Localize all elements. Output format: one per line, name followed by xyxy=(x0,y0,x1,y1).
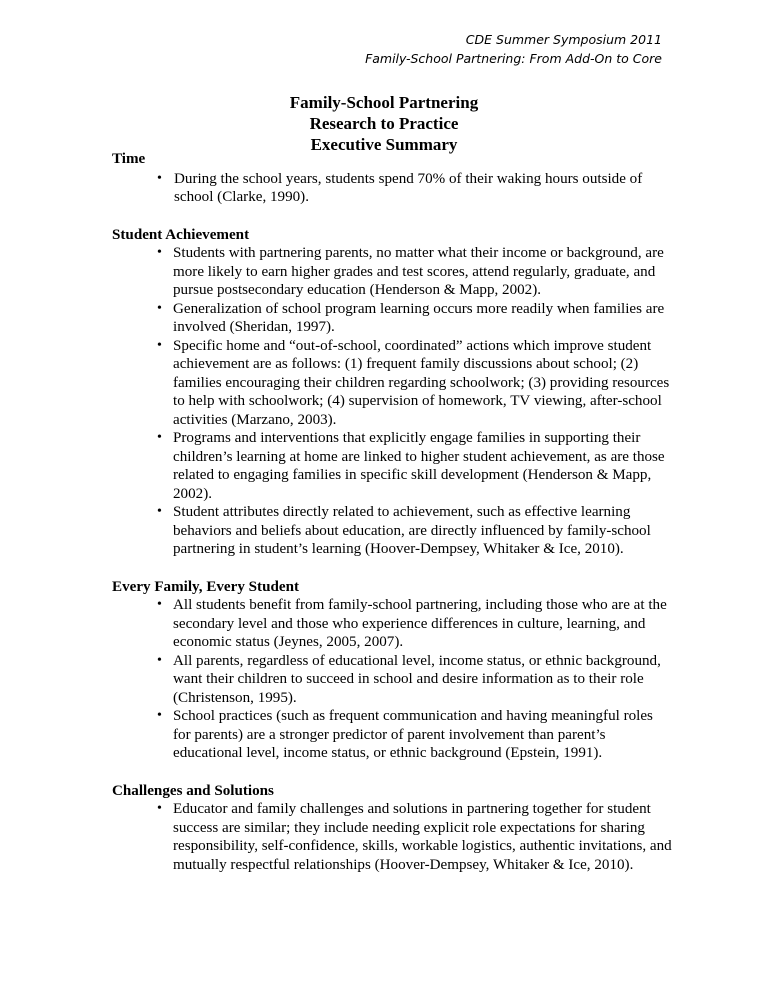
bullet-icon: • xyxy=(157,245,162,260)
bullet-icon: • xyxy=(157,597,162,612)
section-challenges-solutions xyxy=(112,782,672,875)
list-item xyxy=(112,429,672,503)
bullet-text: All students benefit from family-school partnering, including those who are at the secondary level and those who experience differences in culture, learning, and economic status (Jeynes, 2005, 2007). xyxy=(173,597,667,650)
list-item xyxy=(112,800,672,874)
section-every-family xyxy=(112,578,672,763)
title-line-1: Family-School Partnering xyxy=(289,93,479,112)
document-title xyxy=(0,92,768,155)
section-time xyxy=(112,150,672,207)
bullet-list xyxy=(112,800,672,874)
title-line-3: Executive Summary xyxy=(310,135,458,154)
list-item xyxy=(112,300,672,337)
section-student-achievement xyxy=(112,226,672,559)
section-heading: Every Family, Every Student xyxy=(112,578,299,595)
bullet-text: During the school years, students spend 70% of their waking hours outside of school (Clarke, 1990). xyxy=(174,170,643,205)
section-heading: Time xyxy=(112,151,146,167)
document-body xyxy=(112,150,672,893)
bullet-icon: • xyxy=(157,652,162,668)
list-item xyxy=(112,503,672,559)
bullet-icon: • xyxy=(157,504,162,519)
list-item xyxy=(112,244,672,300)
bullet-list xyxy=(112,596,672,763)
bullet-icon: • xyxy=(157,300,162,316)
running-header xyxy=(365,30,662,68)
header-line-2: Family-School Partnering: From Add-On to Core xyxy=(365,51,662,66)
bullet-text: Generalization of school program learning occurs more readily when families are involved (Sheridan, 1997). xyxy=(173,300,665,335)
bullet-icon: • xyxy=(157,337,162,353)
bullet-icon: • xyxy=(157,430,162,445)
list-item xyxy=(112,337,672,430)
bullet-icon: • xyxy=(157,801,162,816)
bullet-list xyxy=(112,244,672,559)
bullet-text: Students with partnering parents, no matter what their income or background, are more likely to earn higher grades and test scores, attend regularly, graduate, and pursue postsecondary education (Henderson & Mapp, 2002). xyxy=(173,245,664,298)
bullet-text: Student attributes directly related to achievement, such as effective learning behaviors and beliefs about education, are directly influenced by family-school partnering in student’s learning (Hoover-Dempsey, Whitaker & Ice, 2010). xyxy=(173,504,651,557)
list-item xyxy=(112,596,672,652)
title-line-2: Research to Practice xyxy=(309,114,459,133)
bullet-text: School practices (such as frequent communication and having meaningful roles for parents) are a stronger predictor of parent involvement than parent’s educational level, income status, or ethnic background (Epstein, 1991). xyxy=(173,708,653,761)
bullet-text: Programs and interventions that explicitly engage families in supporting their children’s learning at home are linked to higher student achievement, as are those related to engaging families in specific skill development (Henderson & Mapp, 2002). xyxy=(173,430,665,502)
bullet-text: Educator and family challenges and solutions in partnering together for student success are similar; they include needing explicit role expectations for sharing responsibility, self-confidence, skills, workable logistics, authentic invitations, and mutually respectful relationships (Hoover-Dempsey, Whitaker & Ice, 2010). xyxy=(173,801,672,873)
list-item xyxy=(112,652,672,708)
bullet-icon: • xyxy=(157,170,162,186)
list-item xyxy=(112,170,672,207)
bullet-text: All parents, regardless of educational level, income status, or ethnic background, want their children to succeed in school and desire information as to their role (Christenson, 1995). xyxy=(173,652,661,706)
section-heading: Challenges and Solutions xyxy=(112,782,274,799)
bullet-list xyxy=(112,170,672,207)
bullet-text: Specific home and “out-of-school, coordinated” actions which improve student achievement are as follows: (1) frequent family discussions about school; (2) families encouraging their children regarding schoolwork; (3) providing resources to help with schoolwork; (4) supervision of homework, TV viewing, after-school activities (Marzano, 2003). xyxy=(173,337,670,428)
list-item xyxy=(112,707,672,763)
header-line-1: CDE Summer Symposium 2011 xyxy=(465,32,662,47)
bullet-icon: • xyxy=(157,708,162,723)
section-heading: Student Achievement xyxy=(112,226,250,243)
